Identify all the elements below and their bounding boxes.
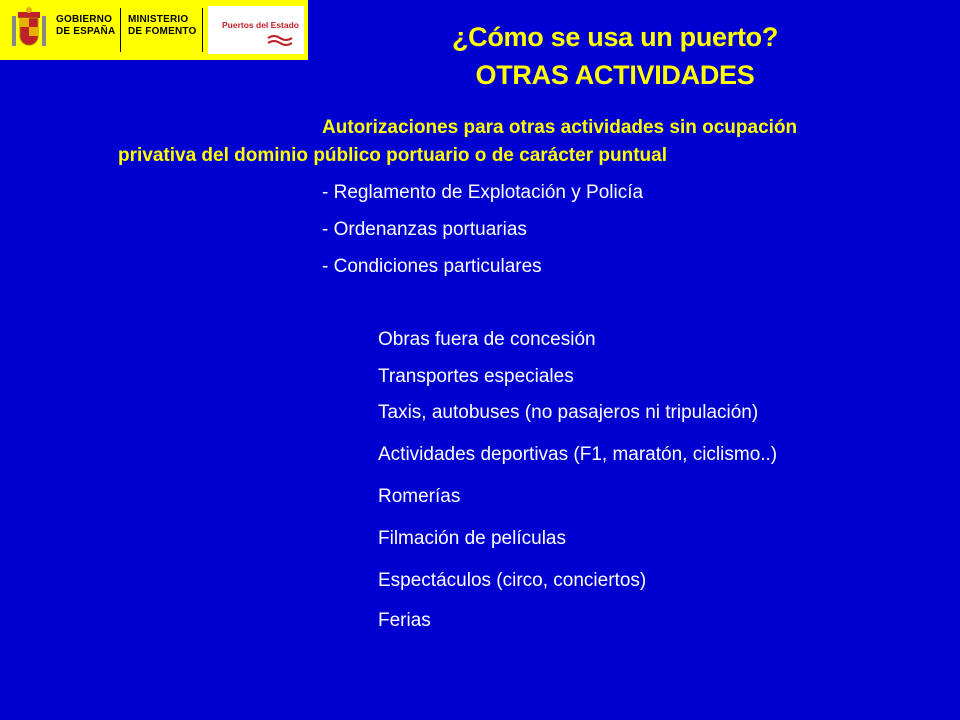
activity-item: Filmación de películas bbox=[378, 528, 566, 549]
activity-item: Romerías bbox=[378, 486, 461, 507]
rule-item: - Ordenanzas portuarias bbox=[322, 219, 527, 240]
puertos-label: Puertos del Estado bbox=[222, 20, 299, 30]
activity-item: Obras fuera de concesión bbox=[378, 329, 596, 350]
puertos-logo bbox=[208, 6, 304, 54]
section-heading-line2: privativa del dominio público portuario o de carácter puntual bbox=[118, 145, 667, 166]
activity-item: Transportes especiales bbox=[378, 366, 574, 387]
section-heading-line1: Autorizaciones para otras actividades sin ocupación bbox=[322, 117, 798, 138]
activity-item: Ferias bbox=[378, 610, 431, 631]
activity-item: Actividades deportivas (F1, maratón, ciclismo..) bbox=[378, 444, 778, 465]
page-subtitle: OTRAS ACTIVIDADES bbox=[475, 60, 755, 90]
page-title: ¿Cómo se usa un puerto? bbox=[451, 22, 779, 52]
header-logo-bar bbox=[0, 0, 308, 60]
activity-item: Taxis, autobuses (no pasajeros ni tripulación) bbox=[378, 402, 759, 423]
gobierno-label: GOBIERNO DE ESPAÑA bbox=[56, 14, 116, 37]
logo-divider bbox=[202, 8, 203, 52]
coat-of-arms-icon bbox=[10, 6, 48, 54]
rule-item: - Condiciones particulares bbox=[322, 256, 542, 277]
activity-item: Espectáculos (circo, conciertos) bbox=[378, 570, 647, 591]
logo-divider bbox=[120, 8, 121, 52]
wave-icon bbox=[266, 34, 296, 46]
ministerio-label: MINISTERIO DE FOMENTO bbox=[128, 14, 197, 37]
rule-item: - Reglamento de Explotación y Policía bbox=[322, 182, 644, 203]
